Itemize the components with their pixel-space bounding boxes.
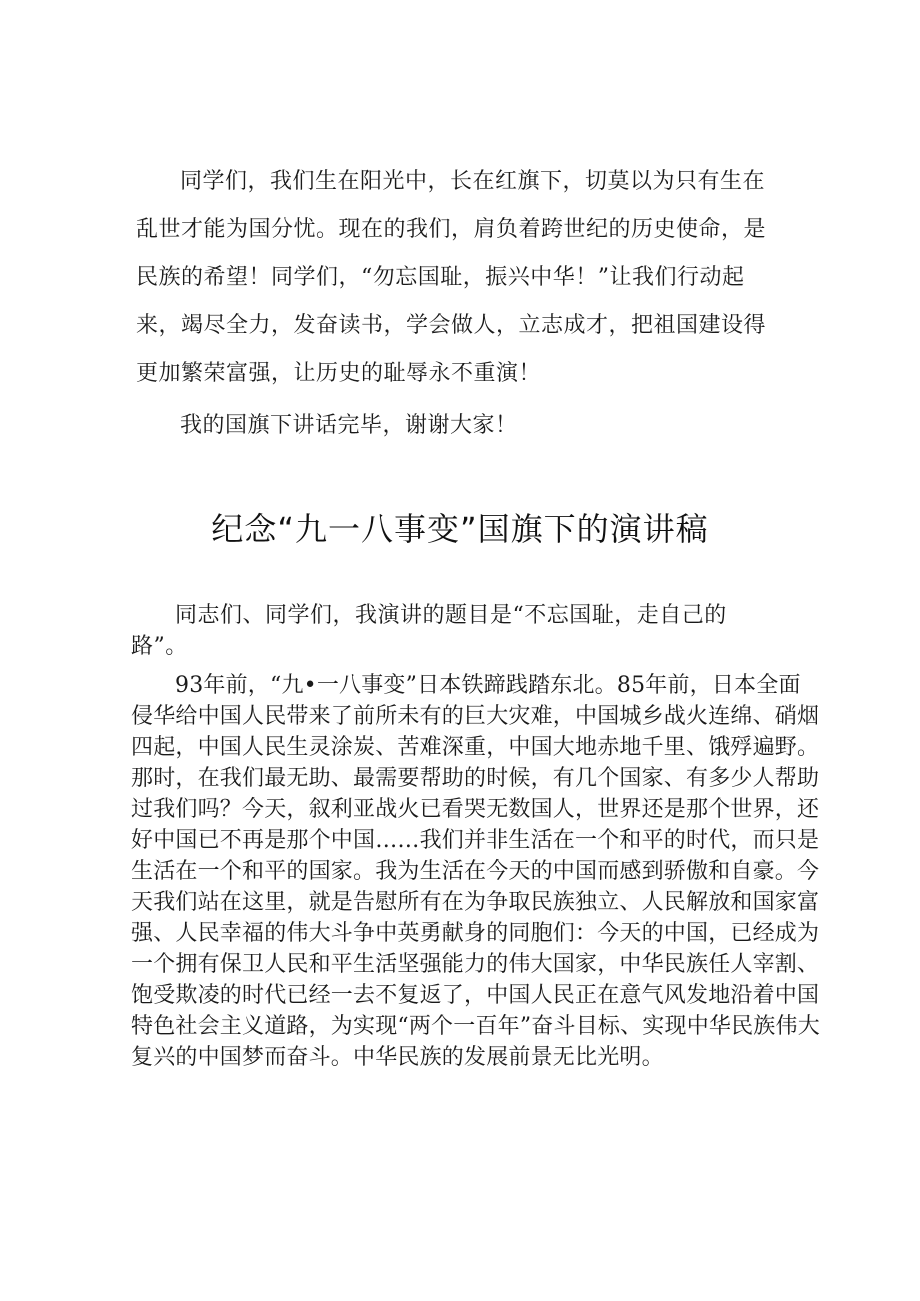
speech-title: 纪念“九一八事变”国旗下的演讲稿 xyxy=(211,510,709,548)
speech-opening-paragraph: 同志们、同学们，我演讲的题目是“不忘国耻，走自己的路”。 xyxy=(131,603,727,659)
thanks-paragraph: 我的国旗下讲话完毕，谢谢大家！ xyxy=(180,413,518,438)
closing-section xyxy=(136,158,786,450)
closing-paragraph: 同学们，我们生在阳光中，长在红旗下，切莫以为只有生在乱世才能为国分忧。现在的我们，肩负着跨世纪的历史使命，是民族的希望！同学们，“勿忘国耻，振兴中华！”让我们行动起来，竭尽全力，发奋读书，学会做人，立志成才，把祖国建设得更加繁荣富强，让历史的耻辱永不重演！ xyxy=(136,169,767,386)
speech-body xyxy=(131,600,821,1073)
speech-main-paragraph: 93年前，“九•一八事变”日本铁蹄践踏东北。85年前，日本全面侵华给中国人民带来了前所未有的巨大灾难，中国城乡战火连绵、硝烟四起，中国人民生灵涂炭、苦难深重，中国大地赤地千里、饿殍遍野。那时，在我们最无助、最需要帮助的时候，有几个国家、有多少人帮助过我们吗？今天，叙利亚战火已看哭无数国人，世界还是那个世界，还好中国已不再是那个中国……我们并非生活在一个和平的时代，而只是生活在一个和平的国家。我为生活在今天的中国而感到骄傲和自豪。今天我们站在这里，就是告慰所有在为争取民族独立、人民解放和国家富强、人民幸福的伟大斗争中英勇献身的同胞们：今天的中国，已经成为一个拥有保卫人民和平生活坚强能力的伟大国家，中华民族任人宰割、饱受欺凌的时代已经一去不复返了，中国人民正在意气风发地沿着中国特色社会主义道路，为实现“两个一百年”奋斗目标、实现中华民族伟大复兴的中国梦而奋斗。中华民族的发展前景无比光明。 xyxy=(131,673,820,1070)
